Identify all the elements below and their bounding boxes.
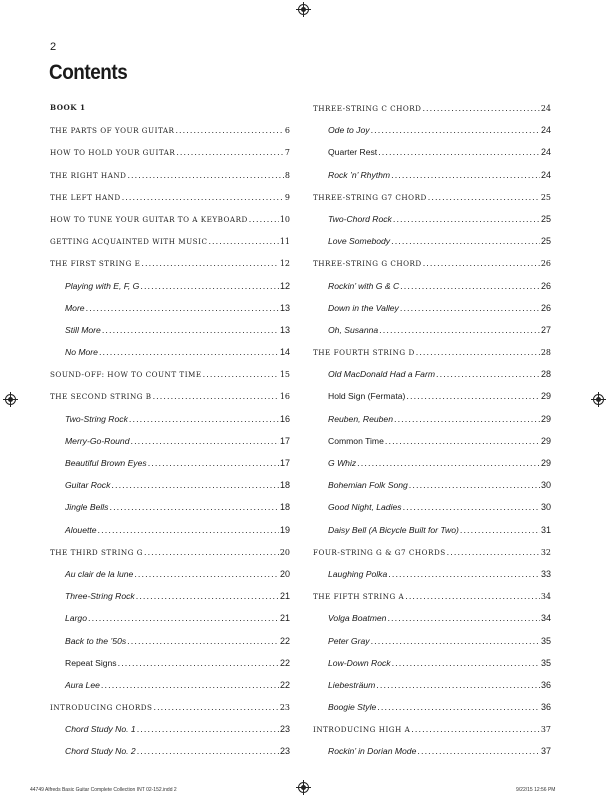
toc-entry[interactable] <box>50 341 290 363</box>
dot-leader <box>405 585 540 607</box>
registration-mark-left-icon <box>5 394 16 405</box>
toc-entry-title: Beautiful Brown Eyes <box>65 458 147 468</box>
dot-leader <box>176 141 284 163</box>
toc-entry-page: 19 <box>279 524 290 535</box>
toc-entry[interactable] <box>50 275 290 297</box>
toc-entry-title: THE SECOND STRING B <box>50 392 152 402</box>
toc-entry-title: G Whiz <box>328 458 357 468</box>
dot-leader <box>134 563 279 585</box>
dot-leader <box>406 385 540 407</box>
toc-entry-page: 17 <box>279 458 290 468</box>
toc-entry-page: 36 <box>540 702 551 713</box>
toc-entry-title: Laughing Polka <box>328 568 388 579</box>
toc-entry-title: Bohemian Folk Song <box>328 480 408 491</box>
toc-entry-title: Largo <box>65 613 87 624</box>
toc-entry-title: Low-Down Rock <box>328 657 391 668</box>
toc-entry-page: 8 <box>284 170 290 180</box>
toc-heading[interactable] <box>313 341 551 363</box>
toc-entry[interactable] <box>313 496 551 518</box>
toc-entry[interactable] <box>313 474 551 496</box>
toc-entry-title: Rockin’ with G & C <box>328 280 400 291</box>
toc-entry-page: 35 <box>540 657 551 668</box>
toc-entry-title: Back to the ’50s <box>65 635 127 646</box>
toc-entry-title: Chord Study No. 2 <box>65 746 136 757</box>
toc-entry[interactable] <box>50 585 290 607</box>
toc-entry-page: 24 <box>540 125 551 136</box>
toc-entry[interactable] <box>313 408 551 430</box>
toc-entry-page: 7 <box>284 148 290 158</box>
toc-entry-title: THE THIRD STRING G <box>50 547 143 557</box>
toc-entry-title: FOUR-STRING G & G7 CHORDS <box>313 547 446 557</box>
toc-entry-title: Merry-Go-Round <box>65 435 130 446</box>
toc-entry-page: 12 <box>279 280 290 291</box>
toc-entry-title: THREE-STRING G7 CHORD <box>313 192 427 202</box>
toc-entry-page: 15 <box>279 370 290 380</box>
toc-entry-page: 11 <box>279 237 290 247</box>
toc-entry-title: Peter Gray <box>328 635 370 646</box>
toc-entry-page: 26 <box>540 280 551 291</box>
toc-entry[interactable] <box>50 496 290 518</box>
toc-entry-page: 22 <box>279 657 290 668</box>
dot-leader <box>403 496 540 518</box>
dot-leader <box>357 452 540 474</box>
toc-entry-page: 29 <box>540 435 551 446</box>
toc-entry-page: 21 <box>279 591 290 602</box>
dot-leader <box>409 474 540 496</box>
toc-entry-title: THE RIGHT HAND <box>50 170 127 180</box>
toc-entry-page: 28 <box>540 348 551 358</box>
toc-entry-page: 25 <box>540 192 551 202</box>
dot-leader <box>393 208 540 230</box>
toc-entry-page: 12 <box>279 259 290 269</box>
page-title: Contents <box>49 61 128 84</box>
toc-entry-page: 24 <box>540 104 551 113</box>
toc-entry-page: 22 <box>279 679 290 690</box>
toc-entry-title: Old MacDonald Had a Farm <box>328 369 435 380</box>
dot-leader <box>137 718 279 740</box>
dot-leader <box>122 186 284 208</box>
toc-entry-page: 9 <box>284 192 290 202</box>
toc-entry-title: Rock ’n’ Rhythm <box>328 169 391 180</box>
toc-heading[interactable] <box>50 208 290 230</box>
toc-entry[interactable] <box>313 652 551 674</box>
toc-entry-page: 20 <box>279 547 290 557</box>
toc-entry-title: INTRODUCING HIGH A <box>313 725 411 735</box>
toc-entry-page: 13 <box>279 302 290 313</box>
dot-leader <box>109 496 279 518</box>
toc-entry[interactable] <box>313 297 551 319</box>
dot-leader <box>99 341 279 363</box>
toc-entry-page: 26 <box>540 259 551 269</box>
toc-entry-title: Still More <box>65 324 101 335</box>
dot-leader <box>371 630 540 652</box>
toc-heading[interactable] <box>50 186 290 208</box>
toc-entry-title: Boogie Style <box>328 702 377 713</box>
dot-leader <box>127 630 279 652</box>
dot-leader <box>208 230 278 252</box>
toc-entry-page: 27 <box>540 324 551 335</box>
toc-entry-title: Alouette <box>65 524 97 535</box>
toc-entry-title: Down in the Valley <box>328 302 399 313</box>
toc-entry-title: Au clair de la lune <box>65 568 134 579</box>
toc-entry-title: Chord Study No. 1 <box>65 724 136 735</box>
toc-entry-page: 29 <box>540 391 551 402</box>
toc-entry[interactable] <box>50 563 290 585</box>
toc-entry-title: Guitar Rock <box>65 480 111 491</box>
toc-entry-title: Volga Boatmen <box>328 613 387 624</box>
dot-leader <box>416 341 540 363</box>
toc-heading[interactable] <box>313 718 551 740</box>
toc-entry-page: 20 <box>279 568 290 579</box>
toc-entry[interactable] <box>50 630 290 652</box>
toc-entry-title: More <box>65 302 85 313</box>
toc-entry-title: THE PARTS OF YOUR GUITAR <box>50 126 175 136</box>
dot-leader <box>387 607 540 629</box>
toc-entry-page: 17 <box>279 435 290 446</box>
toc-entry[interactable] <box>313 607 551 629</box>
toc-entry-page: 24 <box>540 147 551 158</box>
toc-entry-page: 6 <box>284 126 290 136</box>
dot-leader <box>175 119 283 141</box>
toc-heading[interactable] <box>50 252 290 274</box>
toc-entry[interactable] <box>313 740 551 762</box>
toc-entry[interactable] <box>50 408 290 430</box>
toc-entry[interactable] <box>313 452 551 474</box>
toc-entry-title: THREE-STRING G CHORD <box>313 259 422 269</box>
toc-entry-page: 16 <box>279 392 290 402</box>
dot-leader <box>102 319 279 341</box>
toc-entry-page: 30 <box>540 502 551 513</box>
toc-heading[interactable] <box>313 97 551 119</box>
toc-entry-page: 35 <box>540 635 551 646</box>
registration-mark-right-icon <box>593 394 604 405</box>
dot-leader <box>447 541 540 563</box>
toc-entry[interactable] <box>50 652 290 674</box>
toc-entry-page: 10 <box>279 214 290 224</box>
dot-leader <box>148 452 279 474</box>
toc-heading[interactable] <box>313 186 551 208</box>
dot-leader <box>118 652 279 674</box>
toc-heading[interactable] <box>313 252 551 274</box>
dot-leader <box>371 119 540 141</box>
toc-heading[interactable] <box>50 541 290 563</box>
dot-leader <box>460 519 540 541</box>
toc-entry-title: BOOK 1 <box>50 103 86 112</box>
toc-entry[interactable] <box>313 319 551 341</box>
dot-leader <box>86 297 279 319</box>
dot-leader <box>88 607 279 629</box>
toc-entry-title: Quarter Rest <box>328 147 378 158</box>
toc-entry-page: 16 <box>279 413 290 424</box>
dot-leader <box>153 385 279 407</box>
dot-leader <box>141 252 278 274</box>
dot-leader <box>144 541 279 563</box>
footer-file-info: 44749 Alfreds Basic Guitar Complete Collection INT 02-152.indd 2 <box>30 787 177 793</box>
toc-entry[interactable] <box>50 718 290 740</box>
dot-leader <box>130 430 279 452</box>
toc-entry-title: THE LEFT HAND <box>50 192 121 202</box>
toc-entry-title: Reuben, Reuben <box>328 413 393 424</box>
toc-entry[interactable] <box>50 297 290 319</box>
toc-entry-title: Hold Sign (Fermata) <box>328 391 406 402</box>
toc-entry-page: 25 <box>540 213 551 224</box>
toc-entry-title: Two-String Rock <box>65 413 128 424</box>
registration-mark-top-icon <box>298 4 309 15</box>
dot-leader <box>377 696 540 718</box>
dot-leader <box>400 275 540 297</box>
toc-entry-page: 24 <box>540 169 551 180</box>
toc-heading[interactable] <box>313 541 551 563</box>
toc-entry-page: 37 <box>540 725 551 735</box>
dot-leader <box>111 474 279 496</box>
toc-entry-page: 33 <box>540 568 551 579</box>
toc-entry[interactable] <box>50 519 290 541</box>
toc-entry-title: Aura Lee <box>65 679 100 690</box>
toc-entry-title: Two-Chord Rock <box>328 213 392 224</box>
dot-leader <box>249 208 279 230</box>
toc-entry-title: THE FIFTH STRING A <box>313 592 405 602</box>
toc-entry-title: Jingle Bells <box>65 502 109 513</box>
toc-entry-title: SOUND-OFF: HOW TO COUNT TIME <box>50 370 202 380</box>
toc-entry-page: 23 <box>279 746 290 757</box>
toc-entry-title: Oh, Susanna <box>328 324 379 335</box>
toc-entry[interactable] <box>313 164 551 186</box>
dot-leader <box>392 652 540 674</box>
dot-leader <box>137 740 279 762</box>
toc-heading[interactable] <box>50 230 290 252</box>
toc-entry[interactable] <box>313 230 551 252</box>
toc-entry-title: Liebesträum <box>328 679 376 690</box>
toc-entry-title: Three-String Rock <box>65 591 135 602</box>
toc-entry-title: HOW TO HOLD YOUR GUITAR <box>50 148 176 158</box>
toc-heading[interactable] <box>50 696 290 718</box>
dot-leader <box>391 230 540 252</box>
toc-entry-page: 22 <box>279 635 290 646</box>
dot-leader <box>385 430 540 452</box>
toc-heading[interactable] <box>50 119 290 141</box>
toc-entry[interactable] <box>50 474 290 496</box>
dot-leader <box>394 408 540 430</box>
toc-entry-page: 32 <box>540 547 551 557</box>
toc-entry-title: No More <box>65 347 98 358</box>
toc-entry[interactable] <box>50 452 290 474</box>
toc-heading[interactable] <box>50 97 290 119</box>
dot-leader <box>376 674 540 696</box>
toc-entry-page: 23 <box>279 703 290 713</box>
page-number: 2 <box>50 41 57 53</box>
dot-leader <box>400 297 540 319</box>
toc-entry-title: Rockin’ in Dorian Mode <box>328 746 417 757</box>
toc-entry-title: Common Time <box>328 435 384 446</box>
toc-entry-page: 25 <box>540 236 551 247</box>
dot-leader <box>379 319 540 341</box>
toc-entry-title: GETTING ACQUAINTED WITH MUSIC <box>50 237 208 247</box>
footer-timestamp: 9/22/15 12:56 PM <box>516 787 556 793</box>
toc-entry-title: Love Somebody <box>328 236 391 247</box>
toc-entry[interactable] <box>50 740 290 762</box>
toc-entry-title: Playing with E, F, G <box>65 280 140 291</box>
toc-entry-title: HOW TO TUNE YOUR GUITAR TO A KEYBOARD <box>50 214 248 224</box>
dot-leader <box>127 164 283 186</box>
toc-entry-page: 26 <box>540 302 551 313</box>
toc-right-column <box>313 97 551 763</box>
toc-entry-page: 13 <box>279 324 290 335</box>
dot-leader <box>101 674 279 696</box>
toc-entry[interactable] <box>313 208 551 230</box>
dot-leader <box>98 519 279 541</box>
dot-leader <box>391 164 540 186</box>
toc-entry-title: Ode to Joy <box>328 125 370 136</box>
toc-entry[interactable] <box>313 119 551 141</box>
toc-entry[interactable] <box>313 275 551 297</box>
toc-entry-title: INTRODUCING CHORDS <box>50 703 153 713</box>
toc-entry-title: Good Night, Ladies <box>328 502 402 513</box>
dot-leader <box>378 141 540 163</box>
toc-entry[interactable] <box>313 696 551 718</box>
toc-heading[interactable] <box>50 164 290 186</box>
toc-entry[interactable] <box>50 430 290 452</box>
dot-leader <box>388 563 540 585</box>
toc-entry-page: 37 <box>540 746 551 757</box>
dot-leader <box>422 97 539 119</box>
toc-entry[interactable] <box>313 430 551 452</box>
toc-entry[interactable] <box>313 674 551 696</box>
dot-leader <box>423 252 540 274</box>
toc-entry-page: 30 <box>540 480 551 491</box>
dot-leader <box>203 363 279 385</box>
toc-entry-page: 34 <box>540 613 551 624</box>
dot-leader <box>428 186 540 208</box>
toc-entry-page: 28 <box>540 369 551 380</box>
toc-entry-page: 23 <box>279 724 290 735</box>
toc-entry[interactable] <box>313 630 551 652</box>
toc-entry-page: 34 <box>540 592 551 602</box>
toc-entry-page: 18 <box>279 502 290 513</box>
dot-leader <box>436 363 540 385</box>
dot-leader <box>411 718 540 740</box>
toc-entry-page: 29 <box>540 458 551 468</box>
toc-entry-page: 21 <box>279 613 290 624</box>
toc-entry[interactable] <box>313 519 551 541</box>
toc-entry-title: THE FOURTH STRING D <box>313 348 415 358</box>
toc-entry-title: THREE-STRING C CHORD <box>313 104 422 113</box>
toc-entry-title: Repeat Signs <box>65 657 117 668</box>
dot-leader <box>136 585 279 607</box>
toc-entry-page: 14 <box>279 347 290 358</box>
dot-leader <box>417 740 540 762</box>
toc-entry-title: Daisy Bell (A Bicycle Built for Two) <box>328 524 459 535</box>
toc-entry[interactable] <box>313 141 551 163</box>
toc-entry[interactable] <box>313 563 551 585</box>
toc-entry[interactable] <box>50 674 290 696</box>
toc-heading[interactable] <box>50 363 290 385</box>
toc-heading[interactable] <box>50 141 290 163</box>
dot-leader <box>153 696 278 718</box>
toc-entry[interactable] <box>313 385 551 407</box>
toc-entry-title: THE FIRST STRING E <box>50 259 141 269</box>
toc-heading[interactable] <box>313 585 551 607</box>
toc-heading[interactable] <box>50 385 290 407</box>
toc-entry[interactable] <box>50 607 290 629</box>
dot-leader <box>140 275 279 297</box>
dot-leader <box>129 408 279 430</box>
toc-entry-page: 18 <box>279 480 290 491</box>
toc-entry[interactable] <box>313 363 551 385</box>
toc-left-column <box>50 97 290 763</box>
toc-entry-page: 29 <box>540 413 551 424</box>
toc-entry-page: 36 <box>540 679 551 690</box>
toc-entry[interactable] <box>50 319 290 341</box>
registration-mark-bottom-icon <box>298 782 309 793</box>
toc-entry-page: 31 <box>540 524 551 535</box>
